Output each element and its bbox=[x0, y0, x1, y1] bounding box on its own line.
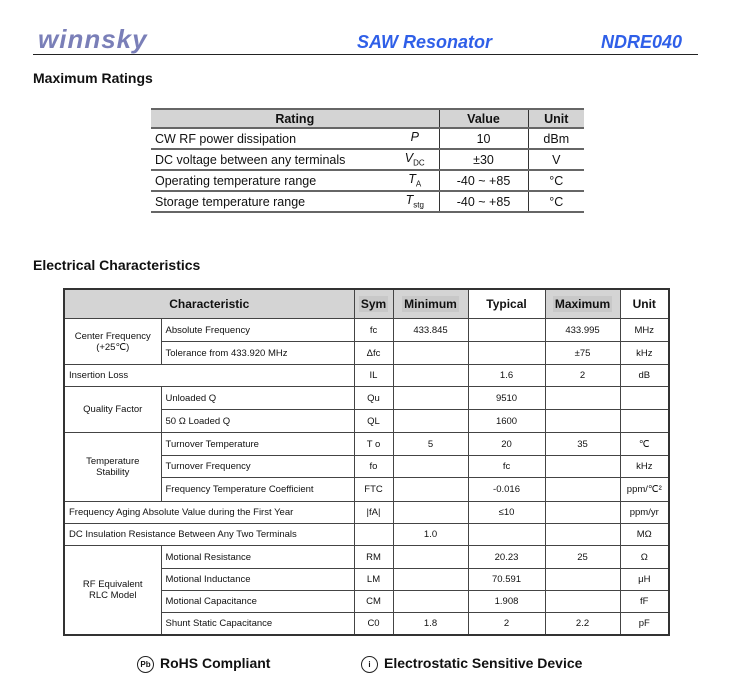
group-label bbox=[64, 319, 161, 365]
rating-unit: V bbox=[528, 149, 584, 170]
info-icon: i bbox=[361, 656, 378, 673]
parameter-name: Motional Resistance bbox=[161, 546, 354, 569]
rohs-label bbox=[137, 655, 270, 673]
unit: ppm/yr bbox=[620, 502, 669, 524]
symbol: T o bbox=[354, 433, 393, 456]
col-typical: Typical bbox=[468, 289, 545, 319]
table-row bbox=[151, 128, 584, 149]
col-maximum: Maximum bbox=[554, 297, 611, 311]
minimum bbox=[393, 546, 468, 569]
col-rating: Rating bbox=[151, 109, 439, 128]
symbol-sub: DC bbox=[413, 158, 425, 168]
parameter-name: Unloaded Q bbox=[161, 387, 354, 410]
rating-name: Storage temperature range bbox=[151, 191, 391, 212]
typical: 1.6 bbox=[468, 365, 545, 387]
maximum bbox=[545, 524, 620, 546]
maximum bbox=[545, 456, 620, 478]
minimum bbox=[393, 569, 468, 591]
group-line: RLC Model bbox=[88, 590, 137, 601]
maximum: ±75 bbox=[545, 342, 620, 365]
typical bbox=[468, 319, 545, 342]
maximum bbox=[545, 569, 620, 591]
rating-name: CW RF power dissipation bbox=[151, 128, 391, 149]
typical: fc bbox=[468, 456, 545, 478]
col-unit: Unit bbox=[528, 109, 584, 128]
maximum: 433.995 bbox=[545, 319, 620, 342]
rating-value: -40 ~ +85 bbox=[439, 170, 528, 191]
typical: 20 bbox=[468, 433, 545, 456]
rating-unit: °C bbox=[528, 170, 584, 191]
symbol: T bbox=[405, 193, 414, 208]
group-line: Quality Factor bbox=[83, 404, 143, 415]
rating-symbol bbox=[391, 170, 439, 191]
minimum: 433.845 bbox=[393, 319, 468, 342]
symbol: C0 bbox=[354, 613, 393, 636]
group-line: Center Frequency bbox=[74, 330, 151, 342]
group-line: (+25℃) bbox=[96, 341, 130, 353]
rating-unit: dBm bbox=[528, 128, 584, 149]
unit: pF bbox=[620, 613, 669, 636]
unit: Ω bbox=[620, 546, 669, 569]
symbol: V bbox=[404, 151, 414, 166]
symbol-sub: A bbox=[415, 179, 422, 189]
logo-text: winnsky bbox=[38, 24, 148, 54]
symbol: LM bbox=[354, 569, 393, 591]
parameter-name: 50 Ω Loaded Q bbox=[161, 410, 354, 433]
electrical-heading: Electrical Characteristics bbox=[33, 257, 201, 273]
group-label bbox=[64, 387, 161, 433]
symbol: fo bbox=[354, 456, 393, 478]
rating-symbol bbox=[391, 128, 439, 149]
maximum bbox=[545, 410, 620, 433]
table-row bbox=[64, 319, 669, 342]
characteristic-label: Insertion Loss bbox=[64, 365, 354, 387]
minimum bbox=[393, 410, 468, 433]
col-value: Value bbox=[439, 109, 528, 128]
group-line: RF Equivalent bbox=[82, 579, 143, 590]
esd-text: Electrostatic Sensitive Device bbox=[384, 655, 583, 671]
unit bbox=[620, 410, 669, 433]
minimum bbox=[393, 342, 468, 365]
parameter-name: Tolerance from 433.920 MHz bbox=[161, 342, 354, 365]
rating-unit: °C bbox=[528, 191, 584, 212]
unit: ℃ bbox=[620, 433, 669, 456]
pb-free-icon: Pb bbox=[137, 656, 154, 673]
table-row bbox=[64, 365, 669, 387]
doc-title: SAW Resonator bbox=[357, 32, 493, 52]
symbol: T bbox=[408, 172, 416, 187]
table-row bbox=[64, 524, 669, 546]
minimum bbox=[393, 591, 468, 613]
symbol: CM bbox=[354, 591, 393, 613]
part-number: NDRE040 bbox=[601, 32, 683, 52]
parameter-name: Absolute Frequency bbox=[161, 319, 354, 342]
typical: 1600 bbox=[468, 410, 545, 433]
minimum bbox=[393, 365, 468, 387]
unit: dB bbox=[620, 365, 669, 387]
maximum bbox=[545, 502, 620, 524]
col-unit: Unit bbox=[620, 289, 669, 319]
symbol: Δfc bbox=[354, 342, 393, 365]
minimum bbox=[393, 478, 468, 502]
rating-value: -40 ~ +85 bbox=[439, 191, 528, 212]
parameter-name: Motional Capacitance bbox=[161, 591, 354, 613]
minimum bbox=[393, 502, 468, 524]
symbol: FTC bbox=[354, 478, 393, 502]
typical: 70.591 bbox=[468, 569, 545, 591]
parameter-name: Turnover Temperature bbox=[161, 433, 354, 456]
col-sym: Sym bbox=[360, 297, 387, 311]
symbol bbox=[354, 524, 393, 546]
unit: kHz bbox=[620, 342, 669, 365]
rating-value: ±30 bbox=[439, 149, 528, 170]
unit: MΩ bbox=[620, 524, 669, 546]
table-row bbox=[151, 170, 584, 191]
typical: 1.908 bbox=[468, 591, 545, 613]
unit: fF bbox=[620, 591, 669, 613]
typical bbox=[468, 342, 545, 365]
symbol: P bbox=[410, 130, 419, 145]
table-row bbox=[64, 433, 669, 456]
rating-name: Operating temperature range bbox=[151, 170, 391, 191]
parameter-name: Motional Inductance bbox=[161, 569, 354, 591]
maximum: 2 bbox=[545, 365, 620, 387]
typical: 20.23 bbox=[468, 546, 545, 569]
table-row bbox=[151, 191, 584, 212]
col-minimum: Minimum bbox=[404, 297, 457, 311]
minimum bbox=[393, 387, 468, 410]
table-row bbox=[64, 502, 669, 524]
characteristic-label: Frequency Aging Absolute Value during the First Year bbox=[64, 502, 354, 524]
typical: 9510 bbox=[468, 387, 545, 410]
typical bbox=[468, 524, 545, 546]
group-label bbox=[64, 546, 161, 636]
esd-label bbox=[361, 655, 582, 673]
parameter-name: Frequency Temperature Coefficient bbox=[161, 478, 354, 502]
rohs-text: RoHS Compliant bbox=[160, 655, 271, 671]
rating-name: DC voltage between any terminals bbox=[151, 149, 391, 170]
electrical-table bbox=[63, 288, 670, 636]
minimum bbox=[393, 456, 468, 478]
rating-symbol bbox=[391, 191, 439, 212]
minimum: 5 bbox=[393, 433, 468, 456]
symbol: QL bbox=[354, 410, 393, 433]
rating-value: 10 bbox=[439, 128, 528, 149]
table-row bbox=[64, 546, 669, 569]
parameter-name: Turnover Frequency bbox=[161, 456, 354, 478]
max-ratings-heading: Maximum Ratings bbox=[33, 70, 153, 86]
symbol: fc bbox=[354, 319, 393, 342]
maximum bbox=[545, 478, 620, 502]
unit: μH bbox=[620, 569, 669, 591]
max-ratings-table bbox=[151, 108, 584, 213]
table-row bbox=[151, 149, 584, 170]
unit bbox=[620, 387, 669, 410]
winnsky-logo bbox=[38, 22, 208, 56]
maximum: 35 bbox=[545, 433, 620, 456]
symbol: RM bbox=[354, 546, 393, 569]
unit: kHz bbox=[620, 456, 669, 478]
symbol-sub: stg bbox=[413, 200, 424, 210]
table-row bbox=[64, 387, 669, 410]
symbol: |fA| bbox=[354, 502, 393, 524]
characteristic-label: DC Insulation Resistance Between Any Two Terminals bbox=[64, 524, 354, 546]
symbol: Qu bbox=[354, 387, 393, 410]
maximum bbox=[545, 591, 620, 613]
unit: ppm/℃² bbox=[620, 478, 669, 502]
group-line: Stability bbox=[96, 467, 130, 478]
typical: ≤10 bbox=[468, 502, 545, 524]
rating-symbol bbox=[391, 149, 439, 170]
col-characteristic: Characteristic bbox=[64, 289, 354, 319]
maximum bbox=[545, 387, 620, 410]
maximum: 2.2 bbox=[545, 613, 620, 636]
unit: MHz bbox=[620, 319, 669, 342]
typical: 2 bbox=[468, 613, 545, 636]
parameter-name: Shunt Static Capacitance bbox=[161, 613, 354, 636]
group-label bbox=[64, 433, 161, 502]
header-divider bbox=[33, 54, 698, 55]
symbol: IL bbox=[354, 365, 393, 387]
minimum: 1.8 bbox=[393, 613, 468, 636]
group-line: Temperature bbox=[86, 456, 140, 467]
typical: -0.016 bbox=[468, 478, 545, 502]
maximum: 25 bbox=[545, 546, 620, 569]
minimum: 1.0 bbox=[393, 524, 468, 546]
